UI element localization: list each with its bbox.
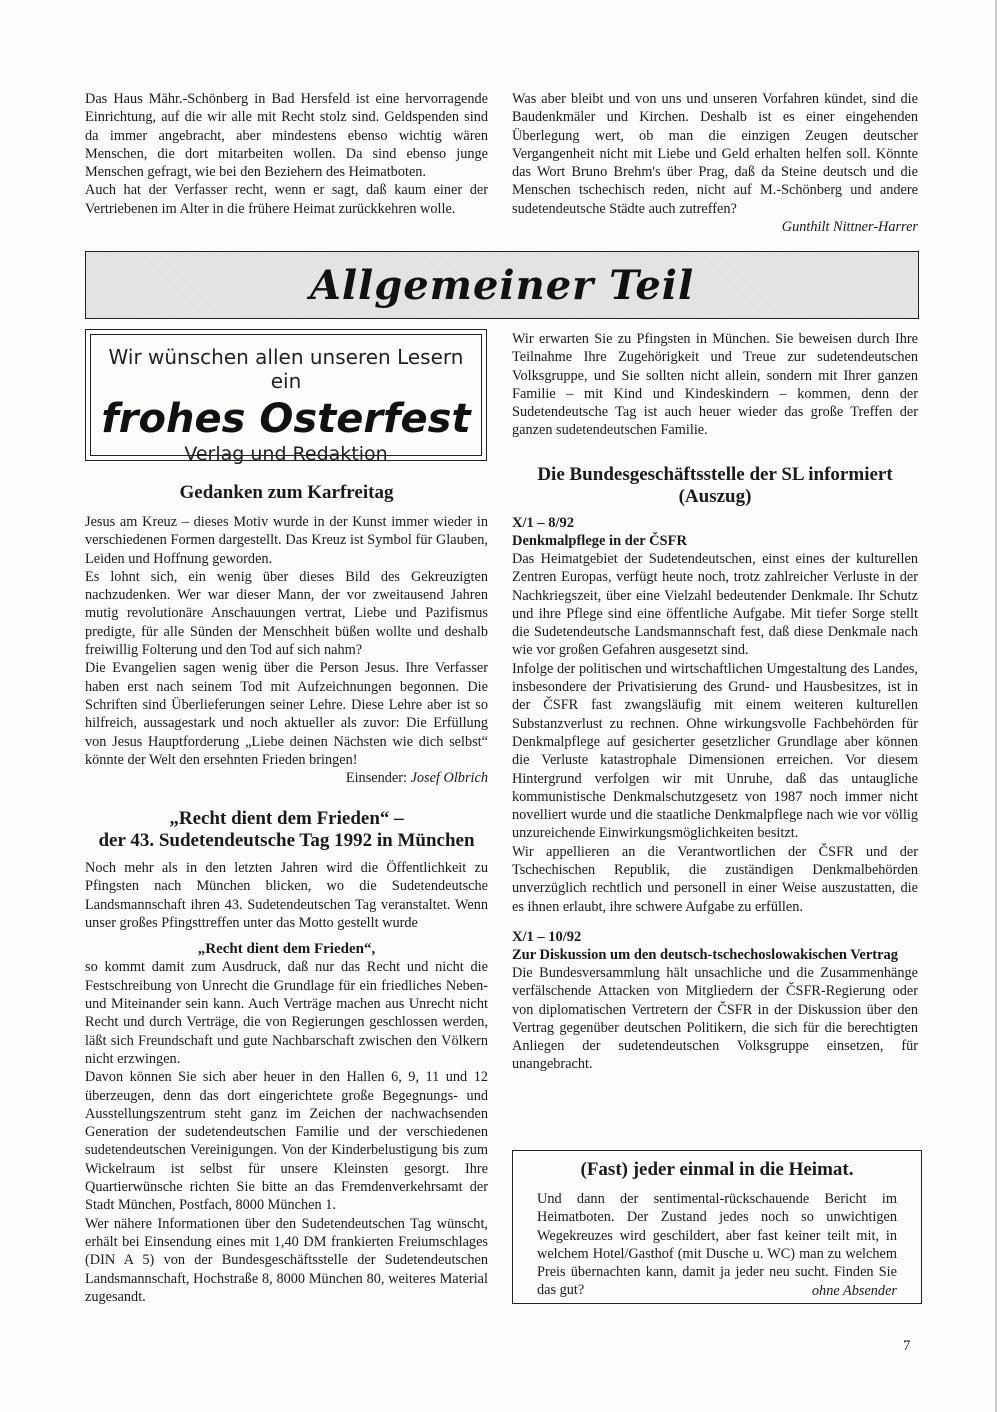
recht-p2: so kommt damit zum Ausdruck, daß nur das Recht und nicht die Festschreibung von Unrecht die Grundlage für ein friedliches Neben- und Miteinander sein kann. Auch Verträge machen aus Unrecht nicht Recht und durch Verträge, die von Regierungen geschlossen werden, läßt sich Freundschaft und gute Nachbarschaft zwischen den Völkern nicht erzwingen. [85,959,488,1067]
fast-author: ohne Absender [811,1282,897,1299]
easter-line1: Wir wünschen allen unseren Lesern ein [108,345,464,393]
pfingsten-text [512,330,918,440]
karfreitag-sender [85,769,488,787]
bund-title2: (Auszug) [678,486,752,507]
banner-title: Allgemeiner Teil [309,261,695,309]
karfreitag-title: Gedanken zum Karfreitag [179,482,394,503]
top-left-p1: Das Haus Mähr.-Schönberg in Bad Hersfeld ist eine hervorragende Einrichtung, auf die wir alle mit Recht stolz sind. Geldspenden sind da immer angebracht, aber mindestens ebenso wichtig wären Menschen, die dort mitarbeiten wollen. Da sind ebenso junge Menschen gefragt, wie bei den Beziehern des Heimatboten. [85,91,488,181]
fast-box [512,1150,922,1304]
easter-greeting-inner [90,334,482,465]
recht-p4: Wer nähere Informationen über den Sudetendeutschen Tag wünscht, erhält bei Einsendung eines mit 1,40 DM frankierten Freiumschlages (DIN A 5) von der Bundesgeschäftsstelle der Sudetendeutschen Landsmannschaft, Hochstraße 8, 8000 München 80, weiteres Material zugesandt. [85,1215,488,1305]
bund-s2-p1: Die Bundesversammlung hält unsachliche und die Zusammenhänge verfälschende Attacken von Mitgliedern der ČSFR-Regierung oder von diplomatischen Vertretern der ČSFR in der Diskussion über den Vertrag gegenüber deutschen Politikern, die sich für die berechtigten Anliegen der sudetendeutschen Volksgruppe einsetzen, für unangebracht. [512,964,918,1073]
top-right-p1: Was aber bleibt und von uns und unseren Vorfahren kündet, sind die Baudenkmäler und Kirchen. Deshalb ist es einer eingehenden Überlegung wert, ob man die einzigen Zeugen deutscher Vergangenheit nicht mit Liebe und Geld erhalten helfen soll. Könnte das Wort Bruno Brehm's über Prag, daß da Steine deutsch und die Menschen tschechisch reden, nicht auf M.-Schönberg und andere sudetendeutsche Städte auch zutreffen? [512,91,918,217]
bund-body [512,514,918,1074]
recht-body [85,859,488,1306]
karfreitag-sender-name: Josef Olbrich [410,770,488,787]
fast-body [537,1190,897,1300]
bund-s1-title: Denkmalpflege in der ČSFR [512,533,687,549]
karfreitag-body [85,513,488,787]
top-right-text [512,90,918,236]
pfingsten-p: Wir erwarten Sie zu Pfingsten in München. Sie beweisen durch Ihre Teilnahme Ihre Zugehörigkeit und Treue zur sudetendeutschen Volksgruppe, und Sie sollten nicht allein, sondern mit Ihrer ganzen Familie – mit Kind und Kindeskindern – kommen, denn der Sudetendeutsche Tag ist auch heuer wieder das große Treffen der ganzen sudetendeutschen Familie. [512,331,918,439]
bund-s2-code: X/1 – 10/92 [512,928,582,945]
karfreitag-p1: Jesus am Kreuz – dieses Motiv wurde in der Kunst immer wieder in verschiedenen Formen dargestellt. Das Kreuz ist Symbol für Glauben, Leiden und Hoffnung geworden. [85,514,488,567]
top-left-text [85,90,488,218]
fast-content [537,1159,897,1300]
fast-text: Und dann der sentimental-rückschauende Bericht im Heimatboten. Der Zustand jedes noch so unwichtigen Wegekreuzes wird geschildert, aber fast keiner teilt mit, in welchem Hotel/Gasthof (mit Dusche u. WC) man zu welchem Preis übernachten kann, damit ja jeder neu sucht. Finden Sie das gut? [537,1191,897,1299]
karfreitag-article [85,482,488,787]
bund-title1: Die Bundesgeschäftsstelle der SL informiert [537,464,893,485]
easter-line3: Verlag und Redaktion [184,443,388,465]
easter-line2: frohes Osterfest [101,396,471,442]
karfreitag-p3: Die Evangelien sagen wenig über die Person Jesus. Ihre Verfasser haben erst nach seinem Tod mit Aufzeichnungen begonnen. Die Schriften sind Überlieferungen seiner Lehre. Diese Lehre aber ist so hilfreich, aussagestark und noch aktueller als zuvor: Die Erfüllung von Jesus Hauptforderung „Liebe deinen Nächsten wie dich selbst“ könnte der Welt den ersehnten Frieden bringen! [85,660,488,768]
scan-edge [995,0,997,1412]
recht-title1: „Recht dient dem Frieden“ – [169,808,404,829]
recht-p1: Noch mehr als in den letzten Jahren wird die Öffentlichkeit zu Pfingsten nach München blicken, wo die Sudetendeutsche Landsmannschaft ihren 43. Sudetendeutschen Tag veranstaltet. Wenn unser großes Pfingsttreffen unter das Motto gestellt wurde [85,860,488,931]
bund-s1-p2: Infolge der politischen und wirtschaftlichen Umgestaltung des Landes, insbesondere der Privatisierung des Grund- und Hausbesitzes, ist in der ČSFR fast zwangsläufig mit einem weiteren kulturellen Substanzverlust zu rechnen. Ohne wirkungsvolle Fachbehörden für Denkmalpflege auf gesicherter gesetzlicher Grundlage aber können die Verluste katastrophale Dimensionen erreichen. Vor diesem Hintergrund verfolgen wir mit Unruhe, daß das untaugliche kommunistische Denkmalschutzgesetz von 1987 noch immer nicht novelliert wurde und die staatliche Denkmalpflege nach wie vor völlig unzureichende Einwirkungsmöglichkeiten besitzt. [512,660,918,842]
karfreitag-p2: Es lohnt sich, ein wenig über dieses Bild des Gekreuzigten nachzudenken. Wer war dieser Mann, der vor zweitausend Jahren mutig revolutionäre Anschauungen vertrat, Liebe und Pazifismus predigte, für alle Sünden der Menschheit büßen wollte und deshalb freiwillig Folterung und den Tod auf sich nahm? [85,568,488,659]
easter-greeting-box [85,329,487,465]
bund-s1-p3: Wir appellieren an die Verantwortlichen der ČSFR und der Tschechischen Republik, die zuständigen Denkmalbehörden unverzüglich rechtlich und personell in einer Weise auszustatten, die es ihnen erlaubt, ihre schwere Aufgabe zu erfüllen. [512,843,918,915]
recht-motto: „Recht dient dem Frieden“, [197,941,376,958]
karfreitag-sender-label: Einsender: [345,770,407,787]
bund-s2-title: Zur Diskussion um den deutsch-tschechoslowakischen Vertrag [512,946,899,963]
bund-s1-p1: Das Heimatgebiet der Sudetendeutschen, einst eines der kulturellen Zentren Europas, verfügt heute noch, trotz zahlreicher Verluste in der Nachkriegszeit, über eine Vielzahl bedeutender Denkmale. Ihr Schutz und ihre Pflege sind eine öffentliche Aufgabe. Mit tiefer Sorge stellt die Sudetendeutsche Landsmannschaft fest, daß diese Denkmale nach wie vor großen Gefahren ausgesetzt sind. [512,551,918,659]
fast-title: (Fast) jeder einmal in die Heimat. [580,1159,854,1180]
top-right-author: Gunthilt Nittner-Harrer [781,219,918,236]
recht-p3: Davon können Sie sich aber heuer in den Hallen 6, 9, 11 und 12 überzeugen, denn das dort eingerichtete große Begegnungs- und Ausstellungszentrum steht ganz im Zeichen der nachwachsenden Generation der sudetendeutschen Familie und der verschiedenen sudetendeutschen Vereinigungen. Von der Kinderbelustigung bis zum Wickelraum ist selbst für unsere Kleinsten gesorgt. Ihre Quartierwünsche richten Sie bitte an das Fremdenverkehrsamt der Stadt München, Postfach, 8000 München 1. [85,1069,488,1214]
recht-title2: der 43. Sudetendeutsche Tag 1992 in München [98,830,475,851]
section-banner [85,251,919,319]
top-left-p2: Auch hat der Verfasser recht, wenn er sagt, daß kaum einer der Vertriebenen im Alter in die frühere Heimat zurückkehren wolle. [85,182,488,217]
recht-article [85,808,488,1306]
bund-article [512,464,918,1074]
bund-s1-code: X/1 – 8/92 [512,515,575,531]
page-number: 7 [903,1338,911,1354]
